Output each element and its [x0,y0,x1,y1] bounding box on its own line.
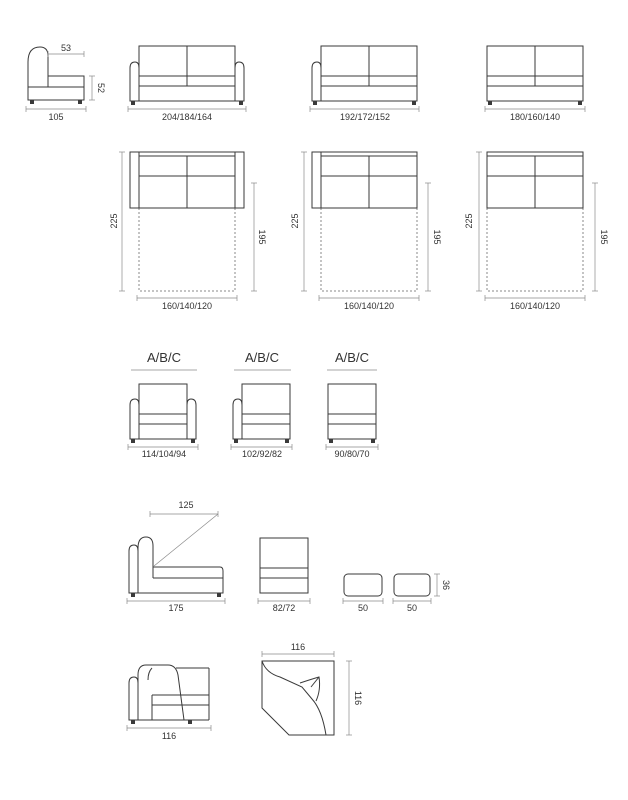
sofabed-no-arms-length-label: 225 [464,213,474,229]
armchair-two-arms-variant-label: A/B/C [147,350,181,365]
armless-chair-seat-depth-label: 53 [60,43,72,53]
poufs-drawing [343,574,440,604]
chaise-longue-depth-label: 125 [178,500,194,510]
sofa-no-arms-drawing [485,46,585,112]
pouf-2-width-label: 50 [406,603,418,613]
sofa-two-arms-width-label: 204/184/164 [161,112,213,122]
armless-chair-height-label: 52 [96,82,106,94]
sofabed-one-arm-mattress-width-label: 160/140/120 [343,301,395,311]
armless-chair-side-view [26,47,95,112]
sofabed-one-arm-drawing [301,152,431,301]
corner-front-drawing [127,665,211,731]
chaise-longue-length-label: 175 [168,603,184,613]
sofabed-two-arms-drawing [119,152,257,301]
armchair-no-arms-drawing [326,370,378,450]
armchair-no-arms-variant-label: A/B/C [335,350,369,365]
corner-top-depth-label: 116 [353,690,363,706]
armchair-one-arm-drawing [231,370,292,450]
chaise-longue-drawing [127,511,225,604]
armchair-one-arm-variant-label: A/B/C [245,350,279,365]
sofabed-two-arms-length-label: 225 [109,213,119,229]
sofabed-one-arm-length-label: 225 [290,213,300,229]
armchair-no-arms-width-label: 90/80/70 [334,449,370,459]
pouf-height-label: 36 [441,579,451,591]
sofa-two-arms-drawing [128,46,246,112]
sofabed-no-arms-mattress-length-label: 195 [599,229,609,245]
sofa-one-arm-width-label: 192/172/152 [339,112,391,122]
sofabed-no-arms-drawing [476,152,598,301]
armchair-two-arms-width-label: 114/104/94 [141,449,187,459]
armless-chair-depth-label: 105 [48,112,64,122]
seat-module-width-label: 82/72 [272,603,296,613]
sofa-no-arms-width-label: 180/160/140 [509,112,561,122]
sofa-one-arm-drawing [310,46,419,112]
corner-top-drawing [262,651,352,735]
armchair-one-arm-width-label: 102/92/82 [241,449,283,459]
seat-module-drawing [258,538,310,604]
armchair-two-arms-drawing [128,370,198,450]
sofabed-two-arms-mattress-width-label: 160/140/120 [161,301,213,311]
sofabed-two-arms-mattress-length-label: 195 [257,229,267,245]
corner-front-width-label: 116 [161,731,177,741]
corner-top-width-label: 116 [290,642,306,652]
sofabed-no-arms-mattress-width-label: 160/140/120 [509,301,561,311]
sofabed-one-arm-mattress-length-label: 195 [432,229,442,245]
pouf-1-width-label: 50 [357,603,369,613]
